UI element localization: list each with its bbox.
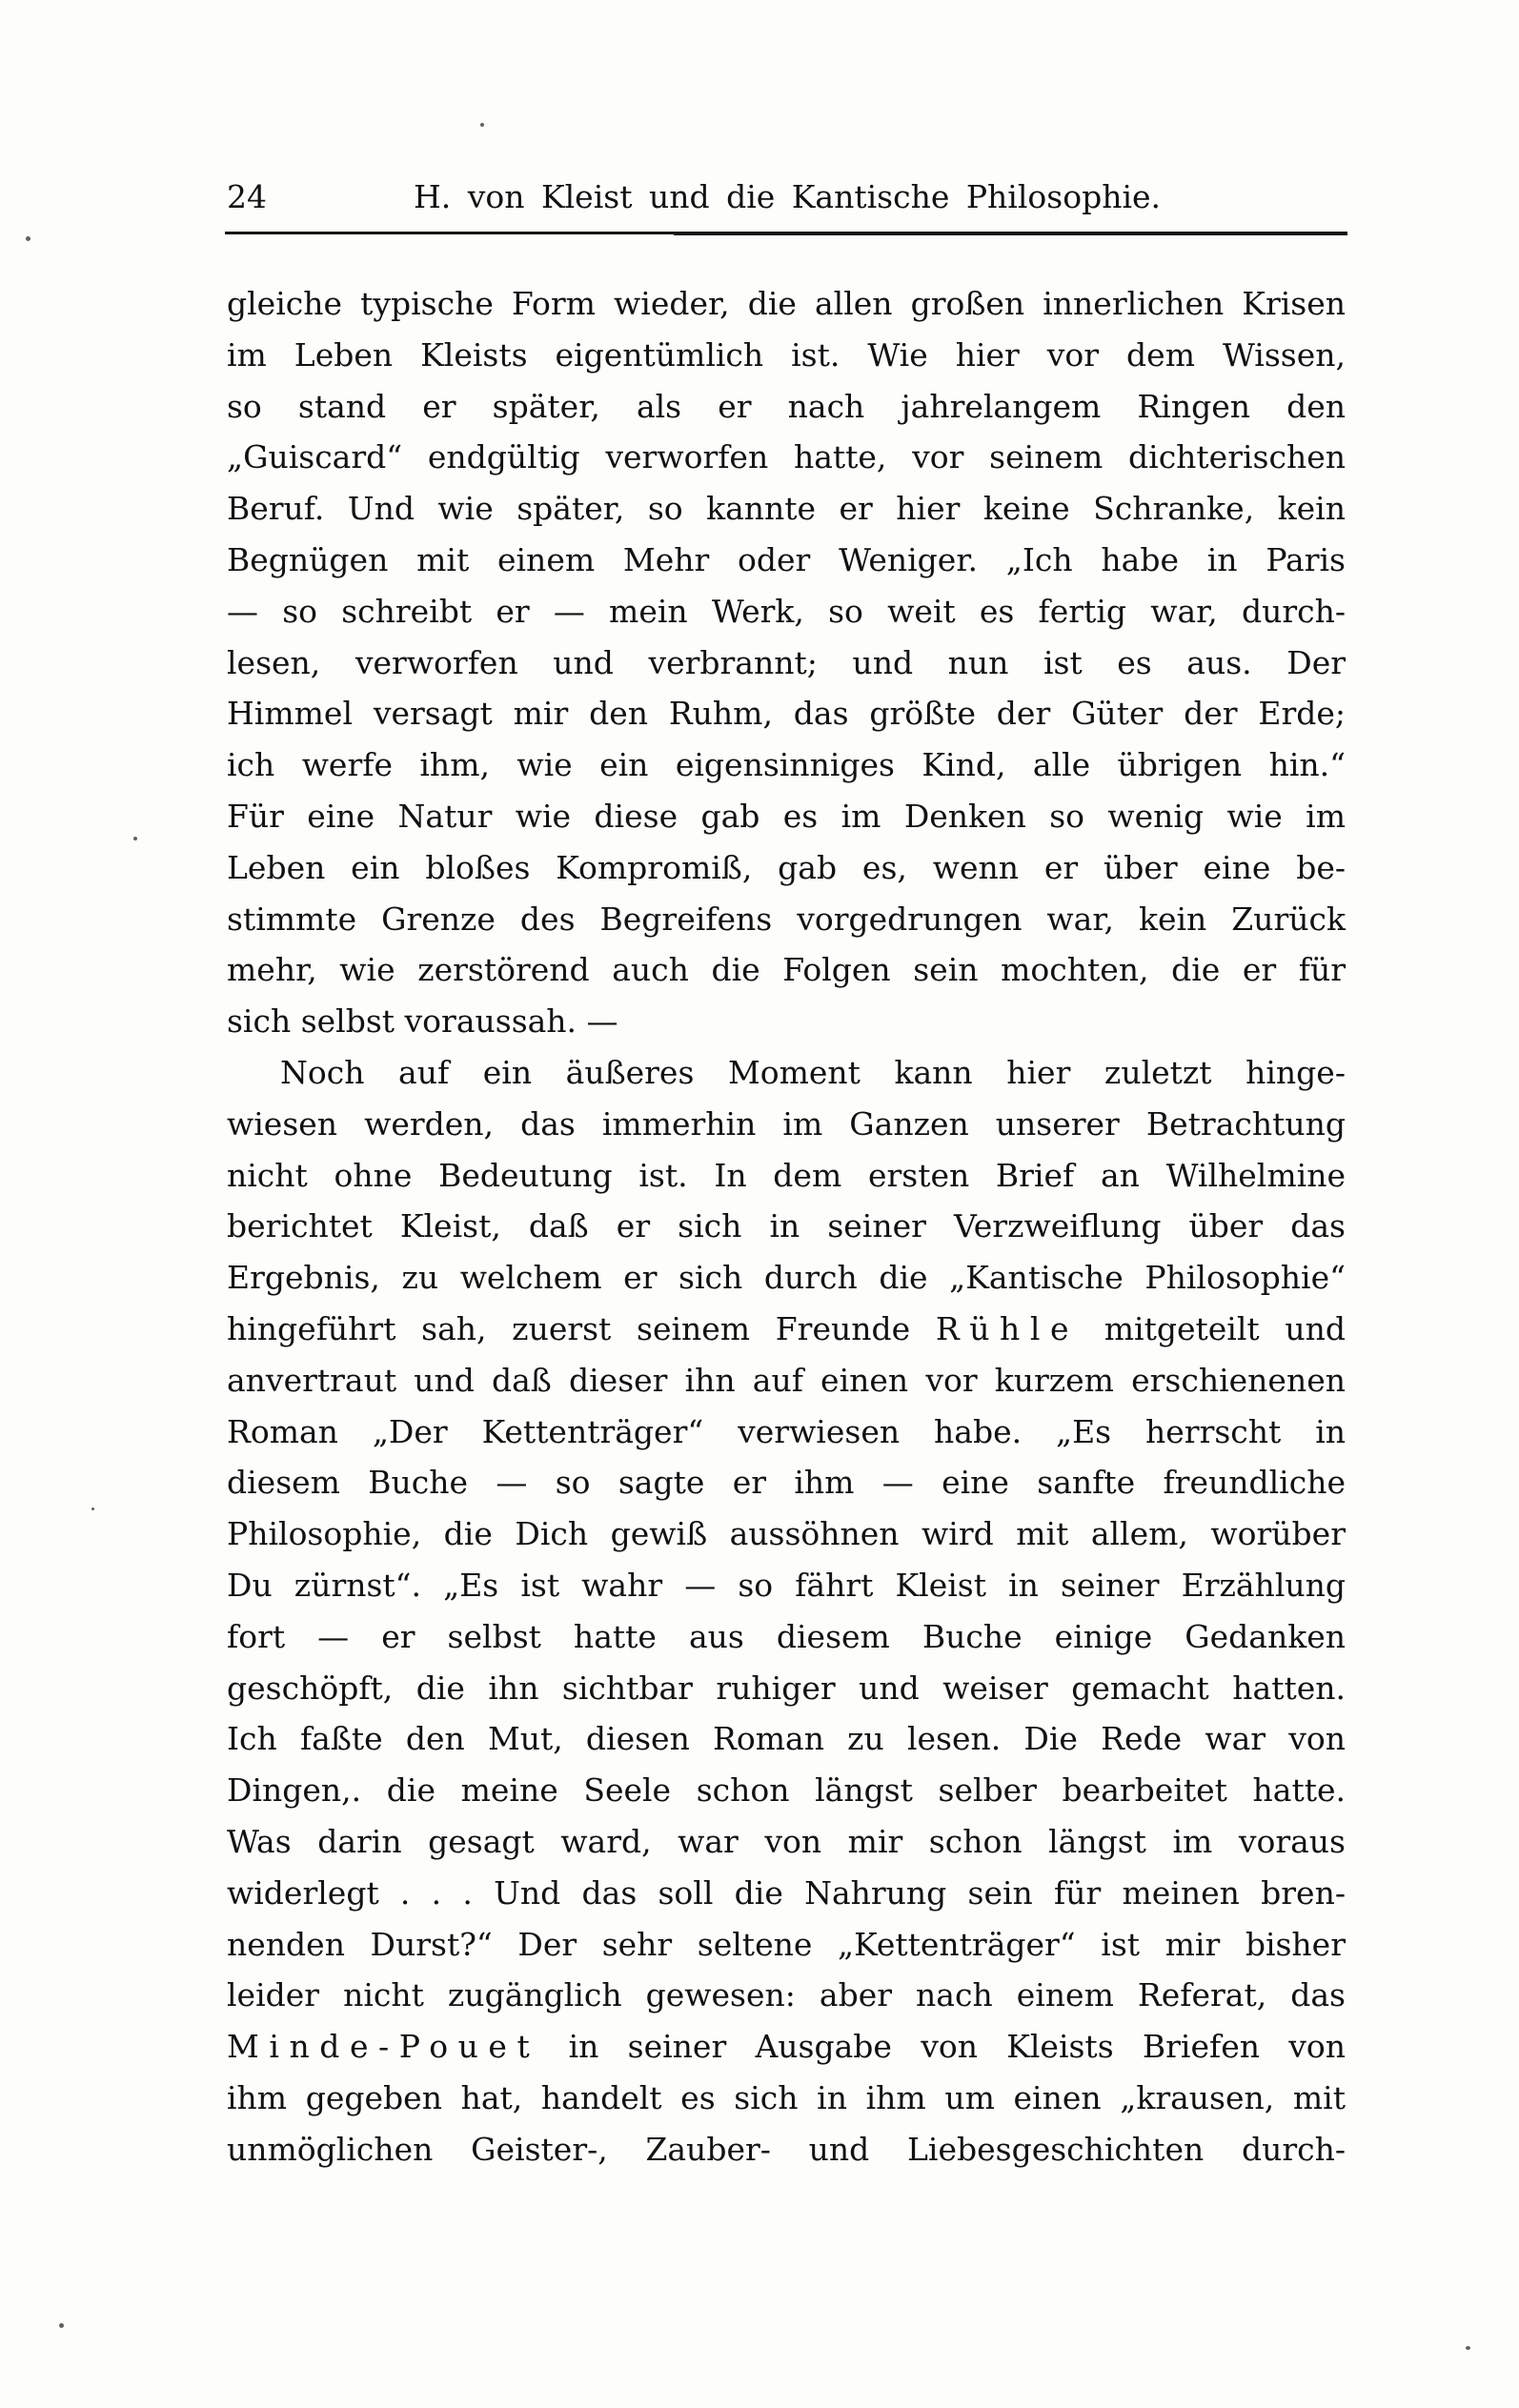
text-line [227, 1099, 1346, 1150]
text-segment: Für eine Natur wie diese gab es im Denken so wenig wie im [227, 797, 1346, 835]
text-line [227, 2124, 1346, 2175]
scan-speck [1466, 2346, 1470, 2350]
text-segment: Was darin gesagt ward, war von mir schon längst im voraus [227, 1822, 1346, 1860]
text-line [227, 1252, 1346, 1304]
text-segment: fort — er selbst hatte aus diesem Buche einige Gedanken [227, 1617, 1346, 1655]
text-segment: mitgeteilt und [1079, 1309, 1346, 1347]
text-line [227, 535, 1346, 586]
text-segment: Ich faßte den Mut, diesen Roman zu lesen. Die Rede war von [227, 1720, 1346, 1758]
text-segment: nicht ohne Bedeutung ist. In dem ersten Brief an Wilhelmine [227, 1156, 1346, 1194]
text-segment: lesen, verworfen und verbrannt; und nun ist es aus. Der [227, 643, 1346, 681]
text-segment: anvertraut und daß dieser ihn auf einen vor kurzem erschienenen [227, 1361, 1346, 1399]
running-title: H. von Kleist und die Kantische Philosophie. [413, 178, 1162, 215]
text-line [227, 1765, 1346, 1816]
text-line [227, 1611, 1346, 1663]
text-segment: gleiche typische Form wieder, die allen großen innerlichen Krisen [227, 285, 1346, 322]
text-line [227, 791, 1346, 842]
text-line [227, 432, 1346, 483]
letterspaced-text-segment: Minde-Pouet [227, 2028, 540, 2066]
text-segment: sich selbst voraussah. — [227, 1002, 618, 1041]
text-segment: wiesen werden, das immerhin im Ganzen unserer Betrachtung [227, 1104, 1346, 1143]
text-line [227, 1355, 1346, 1406]
text-segment: geschöpft, die ihn sichtbar ruhiger und weiser gemacht hatten. [227, 1669, 1346, 1707]
scan-speck [480, 123, 484, 127]
text-segment: Leben ein bloßes Kompromiß, gab es, wenn er über eine be- [227, 848, 1346, 886]
text-line [227, 1406, 1346, 1458]
text-block [227, 278, 1346, 2175]
text-line [227, 1047, 1346, 1099]
text-segment: Begnügen mit einem Mehr oder Weniger. „Ich habe in Paris [227, 540, 1346, 578]
text-segment: mehr, wie zerstörend auch die Folgen sein mochten, die er für [227, 951, 1346, 989]
text-segment: Himmel versagt mir den Ruhm, das größte der Güter der Erde; [227, 695, 1346, 733]
text-line [227, 637, 1346, 689]
text-segment: Ergebnis, zu welchem er sich durch die „Kantische Philosophie“ [227, 1259, 1346, 1297]
text-line [227, 483, 1346, 535]
scan-speck [91, 1508, 94, 1510]
text-segment: hingeführt sah, zuerst seinem Freunde [227, 1309, 936, 1347]
text-line [227, 1201, 1346, 1252]
text-line [227, 1868, 1346, 1919]
text-line [227, 330, 1346, 381]
text-line [227, 1919, 1346, 1971]
text-line [227, 1560, 1346, 1611]
text-line [227, 1304, 1346, 1355]
text-line [227, 739, 1346, 791]
text-line [227, 944, 1346, 996]
text-segment: Philosophie, die Dich gewiß aussöhnen wird mit allem, worüber [227, 1515, 1346, 1553]
text-segment: berichtet Kleist, daß er sich in seiner Verzweiflung über das [227, 1207, 1346, 1245]
text-segment: leider nicht zugänglich gewesen: aber nach einem Referat, das [227, 1976, 1346, 2014]
text-segment: „Guiscard“ endgültig verworfen hatte, vor seinem dichterischen [227, 438, 1346, 476]
text-line [227, 2021, 1346, 2073]
scan-speck [133, 837, 137, 840]
text-line [227, 1816, 1346, 1868]
page-number: 24 [227, 178, 267, 215]
text-segment: stimmte Grenze des Begreifens vorgedrungen war, kein Zurück [227, 900, 1346, 938]
text-segment: unmöglichen Geister-, Zauber- und Liebesgeschichten durch- [227, 2130, 1346, 2168]
text-segment: — so schreibt er — mein Werk, so weit es fertig war, durch- [227, 592, 1346, 630]
header-rule [225, 232, 1347, 234]
text-line [227, 688, 1346, 739]
page-header [227, 173, 1347, 221]
scan-speck [59, 2323, 64, 2328]
text-segment: diesem Buche — so sagte er ihm — eine sanfte freundliche [227, 1464, 1346, 1502]
text-line [227, 1970, 1346, 2021]
text-line [227, 278, 1346, 330]
text-line [227, 1663, 1346, 1714]
text-segment: so stand er später, als er nach jahrelangem Ringen den [227, 387, 1346, 425]
text-line [227, 996, 1346, 1047]
text-line [227, 1150, 1346, 1202]
text-line [227, 586, 1346, 637]
text-line [227, 1457, 1346, 1508]
text-line [227, 842, 1346, 894]
text-segment: ich werfe ihm, wie ein eigensinniges Kind, alle übrigen hin.“ [227, 746, 1346, 784]
text-segment: Roman „Der Kettenträger“ verwiesen habe. „Es herrscht in [227, 1412, 1346, 1450]
text-segment: Dingen,. die meine Seele schon längst selber bearbeitet hatte. [227, 1771, 1346, 1810]
text-segment: in seiner Ausgabe von Kleists Briefen von [539, 2028, 1346, 2066]
text-segment: ihm gegeben hat, handelt es sich in ihm um einen „krausen, mit [227, 2078, 1346, 2116]
text-line [227, 2073, 1346, 2124]
text-line [227, 1713, 1346, 1765]
text-line [227, 894, 1346, 945]
letterspaced-text-segment: Rühle [935, 1309, 1080, 1347]
text-line [227, 1508, 1346, 1560]
scan-speck [26, 236, 30, 241]
text-segment: Noch auf ein äußeres Moment kann hier zuletzt hinge- [280, 1053, 1346, 1091]
text-segment: Du zürnst“. „Es ist wahr — so fährt Kleist in seiner Erzählung [227, 1566, 1346, 1604]
text-segment: widerlegt . . . Und das soll die Nahrung sein für meinen bren- [227, 1873, 1346, 1912]
text-line [227, 381, 1346, 433]
text-segment: Beruf. Und wie später, so kannte er hier keine Schranke, kein [227, 490, 1346, 528]
text-segment: nenden Durst?“ Der sehr seltene „Kettenträger“ ist mir bisher [227, 1925, 1346, 1963]
text-segment: im Leben Kleists eigentümlich ist. Wie hier vor dem Wissen, [227, 335, 1346, 374]
